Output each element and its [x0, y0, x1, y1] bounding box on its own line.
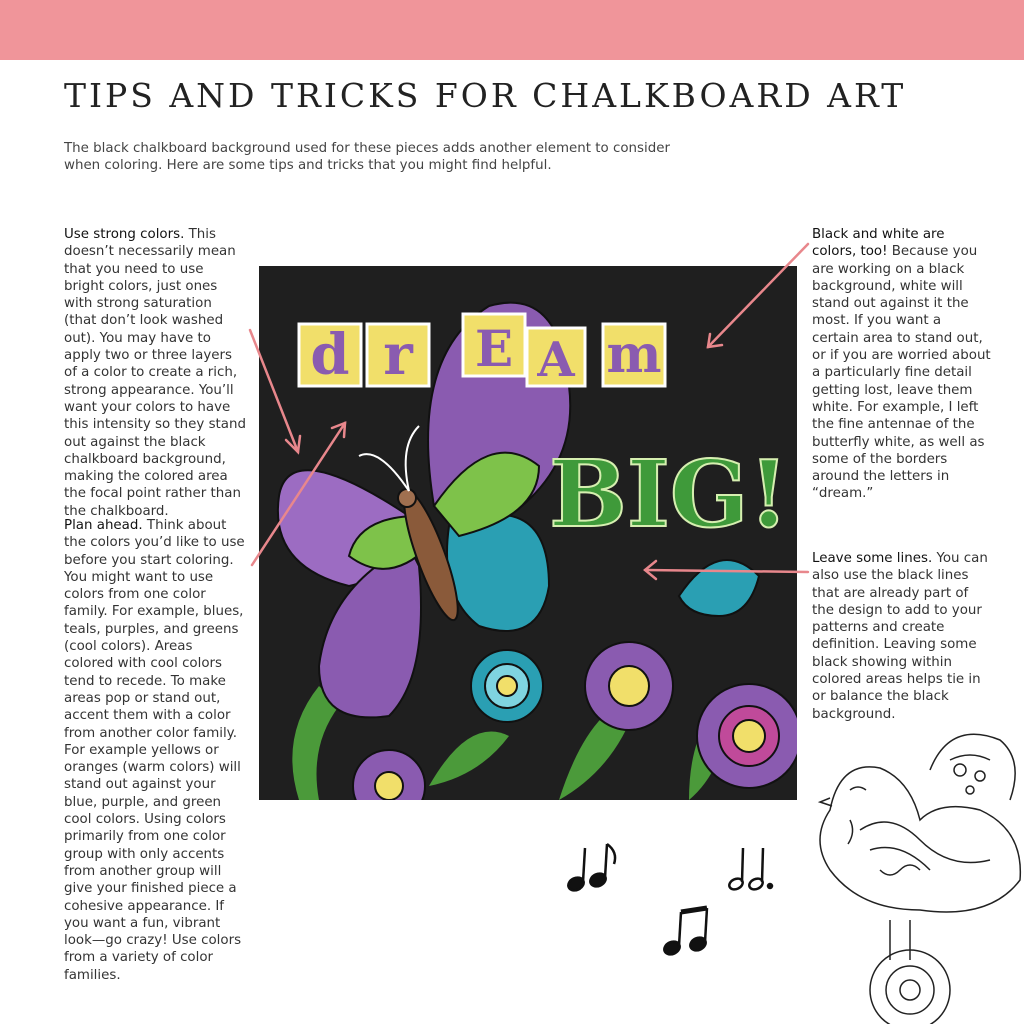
dream-letter: d [310, 322, 350, 388]
tip-heading: Use strong colors. [64, 227, 185, 242]
flower-purple [585, 642, 673, 730]
ornament-circle [870, 950, 950, 1024]
chalkboard-artwork [259, 266, 797, 800]
tip-body: You can also use the black lines that are already part of the design to add to your patterns and create definition. Leaving some black showing within colored areas helps tie in or balance the black background. [812, 551, 988, 722]
tip-heading: Leave some lines. [812, 551, 933, 566]
tip-strong-colors [64, 226, 246, 520]
flower-teal [471, 650, 543, 722]
dream-letter: A [537, 332, 575, 388]
music-notes-decoration [560, 740, 790, 980]
tip-black-and-white [812, 226, 992, 503]
tip-plan-ahead [64, 517, 246, 984]
top-color-bar [0, 0, 1024, 60]
dream-lettering [299, 314, 665, 388]
tip-heading: Black and white are colors, too! [812, 227, 945, 260]
tip-leave-lines [812, 550, 992, 723]
tip-body: This doesn’t necessarily mean that you need to use bright colors, just ones with strong saturation (that don’t look washed out). You may have to apply two or three layers of a color to create a rich, strong appearance. You’ll want your colors to have this intensity so they stand out against the black chalkboard background, making the colored area the focal point rather than the chalkboard. [64, 227, 247, 519]
tip-body: Think about the colors you’d like to use before you start coloring. You might want to use colors from one color family. For example, blues, teals, purples, and greens (cool colors). Areas colored with cool colors tend to recede. To make areas pop or stand out, accent them with a color from another color family. For example yellows or oranges (warm colors) will stand out against your blue, purple, and green cool colors. Using colors primarily from one color group with only accents from another group will give your finished piece a cohesive appearance. If you want a fun, vibrant look—go crazy! Use colors from a variety of color families. [64, 518, 245, 983]
tip-heading: Plan ahead. [64, 518, 143, 533]
intro-paragraph: The black chalkboard background used for these pieces adds another element to consider when coloring. Here are some tips and tricks that you might find helpful. [64, 141, 670, 173]
dream-letter: m [606, 324, 662, 385]
bird-line-art-decoration [800, 720, 1024, 1024]
bird-tail [930, 734, 1015, 800]
page-title: TIPS AND TRICKS FOR CHALKBOARD ART [64, 76, 907, 115]
tip-body: Because you are working on a black background, white will stand out against it the most. If you want a certain area to stand out, or if you are worried about a particularly fine detail getting lost, leave them white. For example, I left the fine antennae of the butterfly white, as well as some of the borders around the letters in “dream.” [812, 244, 991, 502]
dream-letter: E [474, 319, 514, 378]
dream-letter: r [383, 322, 413, 388]
big-lettering: BIG! [549, 440, 789, 548]
